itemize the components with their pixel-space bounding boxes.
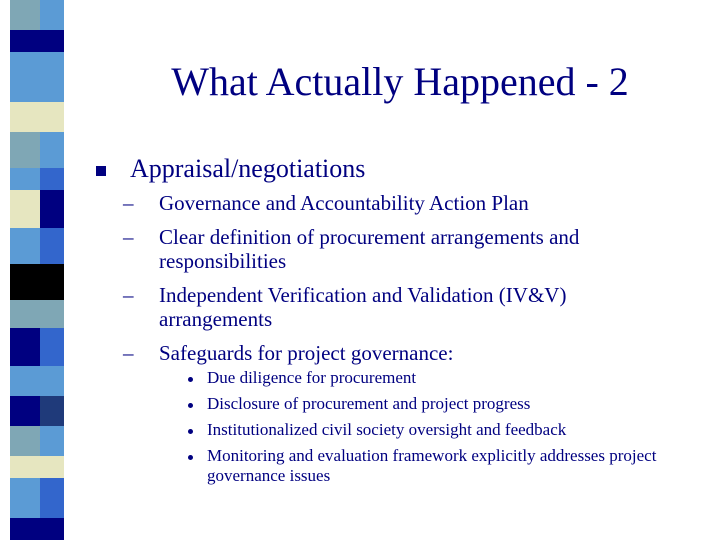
- square-bullet-icon: [96, 166, 106, 176]
- stripe-segment: [10, 478, 64, 518]
- dash-icon: –: [123, 341, 134, 365]
- sub-bullet-text: Clear definition of procurement arrangements and responsibilities: [159, 225, 580, 273]
- stripe-segment: [10, 264, 64, 300]
- sub-bullet: [123, 341, 683, 365]
- decorative-stripe: [10, 0, 64, 540]
- sub-bullet-list: [123, 191, 683, 375]
- stripe-segment: [10, 426, 64, 456]
- dash-icon: –: [123, 225, 134, 249]
- sub-sub-bullet-text: Disclosure of procurement and project progress: [207, 394, 531, 413]
- sub-sub-bullet: [183, 368, 683, 388]
- stripe-segment: [10, 456, 64, 478]
- round-bullet-icon: [188, 403, 193, 408]
- sub-sub-bullet-text: Monitoring and evaluation framework explicitly addresses project governance issues: [207, 446, 657, 485]
- stripe-segment: [10, 396, 64, 426]
- stripe-segment: [10, 30, 64, 52]
- sub-bullet: [123, 283, 683, 331]
- sub-sub-bullet: [183, 446, 683, 486]
- sub-bullet-text: Governance and Accountability Action Plan: [159, 191, 529, 215]
- slide-title: What Actually Happened - 2: [171, 59, 629, 104]
- stripe-segment: [10, 518, 64, 540]
- sub-sub-bullet-text: Due diligence for procurement: [207, 368, 417, 387]
- dash-icon: –: [123, 191, 134, 215]
- stripe-segment: [10, 102, 64, 132]
- sub-bullet: [123, 191, 683, 215]
- stripe-segment: [10, 132, 64, 168]
- round-bullet-icon: [188, 455, 193, 460]
- stripe-segment: [10, 0, 64, 30]
- sub-sub-bullet: [183, 394, 683, 414]
- sub-bullet: [123, 225, 683, 273]
- stripe-segment: [10, 366, 64, 396]
- sub-sub-bullet: [183, 420, 683, 440]
- sub-sub-bullet-text: Institutionalized civil society oversight and feedback: [207, 420, 567, 439]
- stripe-segment: [10, 190, 64, 228]
- main-bullet-text: Appraisal/negotiations: [130, 154, 366, 183]
- stripe-segment: [10, 168, 64, 190]
- dash-icon: –: [123, 283, 134, 307]
- sub-sub-bullet-list: [183, 368, 683, 492]
- stripe-segment: [10, 328, 64, 366]
- stripe-segment: [10, 300, 64, 328]
- stripe-segment: [10, 228, 64, 264]
- stripe-segment: [10, 52, 64, 102]
- sub-bullet-text: Safeguards for project governance:: [159, 341, 454, 365]
- round-bullet-icon: [188, 429, 193, 434]
- round-bullet-icon: [188, 377, 193, 382]
- sub-bullet-text: Independent Verification and Validation (IV&V) arrangements: [159, 283, 567, 331]
